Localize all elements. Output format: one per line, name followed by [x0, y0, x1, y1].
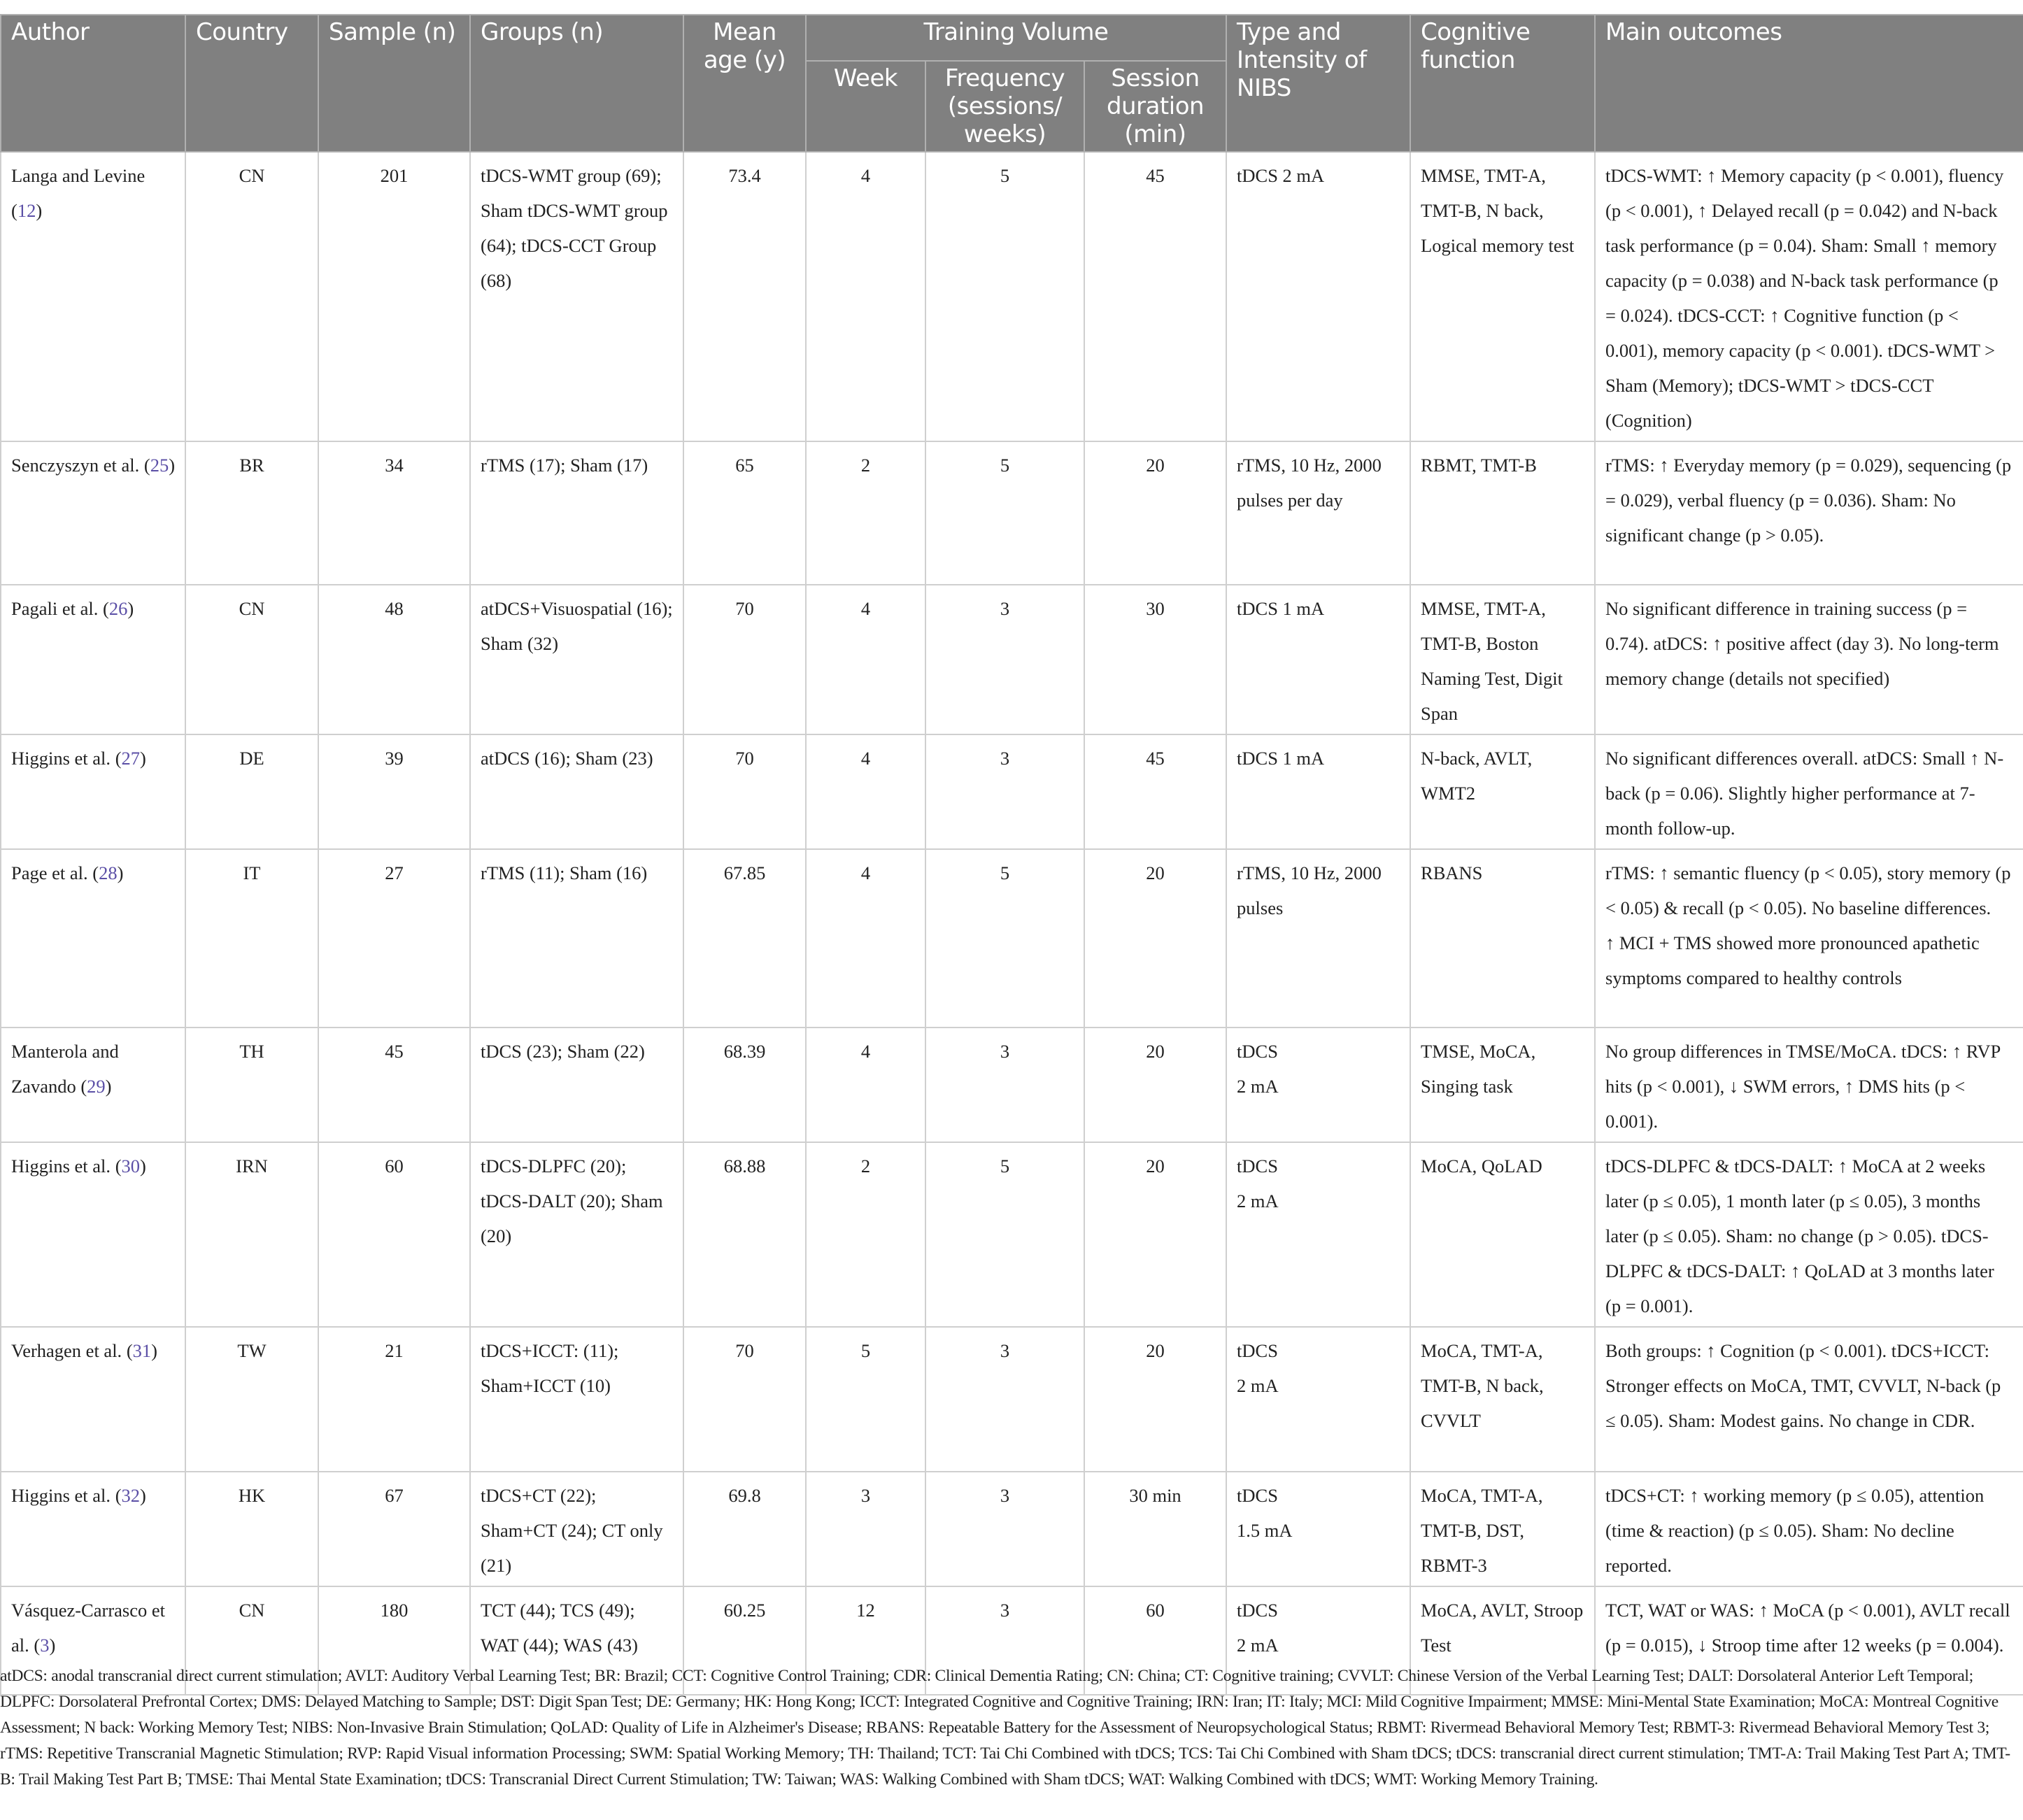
sample-cell: 201	[318, 152, 470, 441]
cognitive-function-cell: MoCA, AVLT, Stroop Test	[1410, 1586, 1595, 1695]
table-row	[1, 1142, 2023, 1327]
author-cell: Verhagen et al. (31)	[1, 1327, 185, 1472]
cognitive-function-cell: MoCA, TMT-A, TMT-B, N back, CVVLT	[1410, 1327, 1595, 1472]
cognitive-function-cell: MoCA, TMT-A, TMT-B, DST, RBMT-3	[1410, 1472, 1595, 1586]
country-cell: CN	[185, 1586, 318, 1695]
author-cell: Vásquez-Carrasco et al. (3)	[1, 1586, 185, 1695]
header-author: Author	[1, 15, 185, 152]
groups-cell: tDCS-DLPFC (20); tDCS-DALT (20); Sham (20)	[470, 1142, 683, 1327]
sample-cell: 21	[318, 1327, 470, 1472]
nibs-cell: tDCS 2 mA	[1226, 152, 1410, 441]
nibs-cell: tDCS 2 mA	[1226, 1028, 1410, 1142]
main-outcomes-cell: tDCS+CT: ↑ working memory (p ≤ 0.05), attention (time & reaction) (p ≤ 0.05). Sham: No decline reported.	[1595, 1472, 2023, 1586]
mean-age-cell: 68.88	[683, 1142, 806, 1327]
cognitive-function-cell: MoCA, QoLAD	[1410, 1142, 1595, 1327]
week-cell: 5	[806, 1327, 925, 1472]
week-cell: 4	[806, 849, 925, 1028]
header-session-duration: Session duration (min)	[1084, 61, 1226, 152]
frequency-cell: 3	[925, 734, 1084, 849]
country-cell: CN	[185, 585, 318, 734]
sample-cell: 67	[318, 1472, 470, 1586]
sample-cell: 48	[318, 585, 470, 734]
frequency-cell: 5	[925, 849, 1084, 1028]
reference-link[interactable]: 28	[99, 862, 118, 883]
country-cell: TW	[185, 1327, 318, 1472]
header-groups: Groups (n)	[470, 15, 683, 152]
week-cell: 4	[806, 585, 925, 734]
country-cell: HK	[185, 1472, 318, 1586]
frequency-cell: 3	[925, 1028, 1084, 1142]
session-duration-cell: 20	[1084, 1142, 1226, 1327]
session-duration-cell: 20	[1084, 849, 1226, 1028]
week-cell: 12	[806, 1586, 925, 1695]
mean-age-cell: 60.25	[683, 1586, 806, 1695]
week-cell: 2	[806, 441, 925, 585]
author-name: Higgins et al.	[11, 1485, 111, 1506]
table-row	[1, 152, 2023, 441]
sample-cell: 27	[318, 849, 470, 1028]
author-name: Langa and Levine	[11, 165, 145, 186]
nibs-cell: tDCS 1.5 mA	[1226, 1472, 1410, 1586]
author-name: Higgins et al.	[11, 1156, 111, 1176]
session-duration-cell: 20	[1084, 1327, 1226, 1472]
main-outcomes-cell: tDCS-WMT: ↑ Memory capacity (p < 0.001), fluency (p < 0.001), ↑ Delayed recall (p = 0.042) and N-back task performance (p = 0.04). Sham: Small ↑ memory capacity (p = 0.038) and N-back task performance (p = 0.024). tDCS-CCT: ↑ Cognitive function (p < 0.001), memory capacity (p < 0.001). tDCS-WMT > Sham (Memory); tDCS-WMT > tDCS-CCT (Cognition)	[1595, 152, 2023, 441]
header-mean-age: Mean age (y)	[683, 15, 806, 152]
author-cell: Higgins et al. (27)	[1, 734, 185, 849]
main-outcomes-cell: TCT, WAT or WAS: ↑ MoCA (p < 0.001), AVLT recall (p = 0.015), ↓ Stroop time after 12 weeks (p = 0.004).	[1595, 1586, 2023, 1695]
header-type-intensity: Type and Intensity of NIBS	[1226, 15, 1410, 152]
groups-cell: tDCS+ICCT: (11); Sham+ICCT (10)	[470, 1327, 683, 1472]
reference-link[interactable]: 25	[150, 455, 169, 476]
groups-cell: rTMS (17); Sham (17)	[470, 441, 683, 585]
country-cell: BR	[185, 441, 318, 585]
studies-table	[0, 14, 2023, 1695]
author-name: Higgins et al.	[11, 748, 111, 769]
main-outcomes-cell: Both groups: ↑ Cognition (p < 0.001). tDCS+ICCT: Stronger effects on MoCA, TMT, CVVLT, N-back (p ≤ 0.05). Sham: Modest gains. No change in CDR.	[1595, 1327, 2023, 1472]
table-row	[1, 585, 2023, 734]
table-row	[1, 849, 2023, 1028]
mean-age-cell: 73.4	[683, 152, 806, 441]
session-duration-cell: 20	[1084, 1028, 1226, 1142]
author-name: Senczyszyn et al.	[11, 455, 140, 476]
mean-age-cell: 65	[683, 441, 806, 585]
author-cell: Senczyszyn et al. (25)	[1, 441, 185, 585]
country-cell: TH	[185, 1028, 318, 1142]
country-cell: DE	[185, 734, 318, 849]
cognitive-function-cell: N-back, AVLT, WMT2	[1410, 734, 1595, 849]
groups-cell: TCT (44); TCS (49); WAT (44); WAS (43)	[470, 1586, 683, 1695]
mean-age-cell: 68.39	[683, 1028, 806, 1142]
mean-age-cell: 67.85	[683, 849, 806, 1028]
session-duration-cell: 45	[1084, 152, 1226, 441]
cognitive-function-cell: MMSE, TMT-A, TMT-B, Boston Naming Test, Digit Span	[1410, 585, 1595, 734]
header-cognitive-function: Cognitive function	[1410, 15, 1595, 152]
nibs-cell: rTMS, 10 Hz, 2000 pulses per day	[1226, 441, 1410, 585]
mean-age-cell: 70	[683, 1327, 806, 1472]
table-row	[1, 1028, 2023, 1142]
table-row	[1, 1472, 2023, 1586]
nibs-cell: tDCS 2 mA	[1226, 1586, 1410, 1695]
groups-cell: tDCS+CT (22); Sham+CT (24); CT only (21)	[470, 1472, 683, 1586]
main-outcomes-cell: No significant differences overall. atDCS: Small ↑ N-back (p = 0.06). Slightly higher performance at 7-month follow-up.	[1595, 734, 2023, 849]
main-outcomes-cell: No group differences in TMSE/MoCA. tDCS: ↑ RVP hits (p < 0.001), ↓ SWM errors, ↑ DMS hits (p < 0.001).	[1595, 1028, 2023, 1142]
cognitive-function-cell: MMSE, TMT-A, TMT-B, N back, Logical memory test	[1410, 152, 1595, 441]
author-name: Verhagen et al.	[11, 1340, 122, 1361]
main-outcomes-cell: rTMS: ↑ semantic fluency (p < 0.05), story memory (p < 0.05) & recall (p < 0.05). No baseline differences. ↑ MCI + TMS showed more pronounced apathetic symptoms compared to healthy controls	[1595, 849, 2023, 1028]
table-row	[1, 734, 2023, 849]
author-cell: Manterola and Zavando (29)	[1, 1028, 185, 1142]
country-cell: IT	[185, 849, 318, 1028]
reference-link[interactable]: 31	[132, 1340, 152, 1361]
groups-cell: atDCS (16); Sham (23)	[470, 734, 683, 849]
cognitive-function-cell: TMSE, MoCA, Singing task	[1410, 1028, 1595, 1142]
author-cell: Pagali et al. (26)	[1, 585, 185, 734]
main-outcomes-cell: No significant difference in training success (p = 0.74). atDCS: ↑ positive affect (day 3). No long-term memory change (details not specified)	[1595, 585, 2023, 734]
session-duration-cell: 60	[1084, 1586, 1226, 1695]
nibs-cell: tDCS 1 mA	[1226, 585, 1410, 734]
frequency-cell: 3	[925, 585, 1084, 734]
reference-link[interactable]: 27	[121, 748, 141, 769]
author-name: Page et al.	[11, 862, 88, 883]
author-name: Manterola and Zavando	[11, 1041, 119, 1097]
reference-link[interactable]: 29	[87, 1076, 106, 1097]
reference-link[interactable]: 12	[17, 200, 36, 221]
nibs-cell: tDCS 2 mA	[1226, 1142, 1410, 1327]
frequency-cell: 3	[925, 1472, 1084, 1586]
sample-cell: 60	[318, 1142, 470, 1327]
author-name: Vásquez-Carrasco et al.	[11, 1600, 165, 1656]
header-frequency: Frequency (sessions/ weeks)	[925, 61, 1084, 152]
reference-link[interactable]: 3	[40, 1635, 50, 1656]
main-outcomes-cell: tDCS-DLPFC & tDCS-DALT: ↑ MoCA at 2 weeks later (p ≤ 0.05), 1 month later (p ≤ 0.05), 3 months later (p ≤ 0.05). Sham: no change (p > 0.05). tDCS-DLPFC & tDCS-DALT: ↑ QoLAD at 3 months later (p = 0.001).	[1595, 1142, 2023, 1327]
mean-age-cell: 70	[683, 585, 806, 734]
nibs-cell: tDCS 1 mA	[1226, 734, 1410, 849]
reference-link[interactable]: 30	[121, 1156, 141, 1176]
nibs-cell: rTMS, 10 Hz, 2000 pulses	[1226, 849, 1410, 1028]
session-duration-cell: 30 min	[1084, 1472, 1226, 1586]
header-country: Country	[185, 15, 318, 152]
week-cell: 3	[806, 1472, 925, 1586]
week-cell: 2	[806, 1142, 925, 1327]
author-name: Pagali et al.	[11, 598, 99, 619]
table-footnote: atDCS: anodal transcranial direct current stimulation; AVLT: Auditory Verbal Learning Test; BR: Brazil; CCT: Cognitive Control Training; CDR: Clinical Dementia Rating; CN: China; CT: Cognitive training; CVVLT: Chinese Version of the Verbal Learning Test; DALT: Dorsolateral Anterior Left Temporal; DLPFC: Dorsolateral Prefrontal Cortex; DMS: Delayed Matching to Sample; DST: Digit Span Test; DE: Germany; HK: Hong Kong; ICCT: Integrated Cognitive and Cognitive Training; IRN: Iran; IT: Italy; MCI: Mild Cognitive Impairment; MMSE: Mini-Mental State Examination; MoCA: Montreal Cognitive Assessment; N back: Working Memory Test; NIBS: Non-Invasive Brain Stimulation; QoLAD: Quality of Life in Alzheimer's Disease; RBANS: Repeatable Battery for the Assessment of Neuropsychological Status; RBMT: Rivermead Behavioral Memory Test; RBMT-3: Rivermead Behavioral Memory Test 3; rTMS: Repetitive Transcranial Magnetic Stimulation; RVP: Rapid Visual information Processing; SWM: Spatial Working Memory; TH: Thailand; TCT: Tai Chi Combined with tDCS; TCS: Tai Chi Combined with Sham tDCS; tDCS: transcranial direct current stimulation; TMT-A: Trail Making Test Part A; TMT-B: Trail Making Test Part B; TMSE: Thai Mental State Examination; tDCS: Transcranial Direct Current Stimulation; TW: Taiwan; WAS: Walking Combined with Sham tDCS; WAT: Walking Combined with tDCS; WMT: Working Memory Training.	[0, 1667, 2010, 1789]
week-cell: 4	[806, 734, 925, 849]
groups-cell: tDCS (23); Sham (22)	[470, 1028, 683, 1142]
cognitive-function-cell: RBANS	[1410, 849, 1595, 1028]
sample-cell: 34	[318, 441, 470, 585]
table-row	[1, 441, 2023, 585]
author-cell: Langa and Levine (12)	[1, 152, 185, 441]
session-duration-cell: 20	[1084, 441, 1226, 585]
sample-cell: 180	[318, 1586, 470, 1695]
sample-cell: 45	[318, 1028, 470, 1142]
week-cell: 4	[806, 1028, 925, 1142]
reference-link[interactable]: 32	[121, 1485, 141, 1506]
table-body	[1, 152, 2023, 1695]
table-header	[1, 15, 2023, 152]
sample-cell: 39	[318, 734, 470, 849]
header-sample: Sample (n)	[318, 15, 470, 152]
groups-cell: rTMS (11); Sham (16)	[470, 849, 683, 1028]
week-cell: 4	[806, 152, 925, 441]
header-week: Week	[806, 61, 925, 152]
main-outcomes-cell: rTMS: ↑ Everyday memory (p = 0.029), sequencing (p = 0.029), verbal fluency (p = 0.036). Sham: No significant change (p > 0.05).	[1595, 441, 2023, 585]
table-row	[1, 1327, 2023, 1472]
groups-cell: atDCS+Visuospatial (16); Sham (32)	[470, 585, 683, 734]
frequency-cell: 5	[925, 1142, 1084, 1327]
session-duration-cell: 45	[1084, 734, 1226, 849]
country-cell: IRN	[185, 1142, 318, 1327]
mean-age-cell: 70	[683, 734, 806, 849]
cognitive-function-cell: RBMT, TMT-B	[1410, 441, 1595, 585]
author-cell: Page et al. (28)	[1, 849, 185, 1028]
nibs-cell: tDCS 2 mA	[1226, 1327, 1410, 1472]
mean-age-cell: 69.8	[683, 1472, 806, 1586]
frequency-cell: 5	[925, 441, 1084, 585]
session-duration-cell: 30	[1084, 585, 1226, 734]
country-cell: CN	[185, 152, 318, 441]
frequency-cell: 3	[925, 1327, 1084, 1472]
reference-link[interactable]: 26	[108, 598, 128, 619]
header-training-volume: Training Volume	[806, 15, 1226, 61]
header-main-outcomes: Main outcomes	[1595, 15, 2023, 152]
author-cell: Higgins et al. (32)	[1, 1472, 185, 1586]
author-cell: Higgins et al. (30)	[1, 1142, 185, 1327]
groups-cell: tDCS-WMT group (69); Sham tDCS-WMT group (64); tDCS-CCT Group (68)	[470, 152, 683, 441]
frequency-cell: 3	[925, 1586, 1084, 1695]
frequency-cell: 5	[925, 152, 1084, 441]
